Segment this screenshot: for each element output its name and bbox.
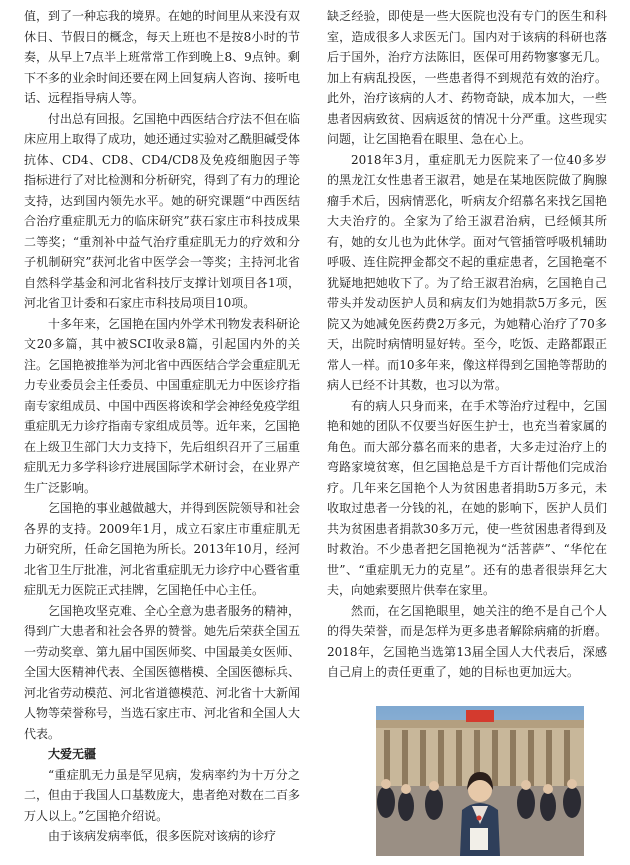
paragraph-lack-experience: 缺乏经验，即使是一些大医院也没有专门的医生和科室，造成很多人求医无门。国内对于该病的科研也落后于国外，治疗方法陈旧，医保可用药物寥寥无几。加上有病乱投医，一些患者得不到规范有效的治疗。此外，治疗该病的人才、药物奇缺，成本加大，一些患者因病致贫、因病返贫的情况十分严重。这些现实问题，让乞国艳看在眼里、急在心上。	[327, 9, 607, 146]
left-column	[24, 6, 300, 847]
portrait-photo	[376, 706, 584, 856]
right-column	[327, 6, 607, 683]
paragraph-institute: 乞国艳的事业越做越大，并得到医院领导和社会各界的支持。2009年1月，成立石家庄市重症肌无力研究所，任命乞国艳为所长。2013年10月，经河北省卫生厅批准，河北省重症肌无力诊疗中心暨省重症肌无力医院正式挂牌，乞国艳任中心主任。	[24, 501, 301, 597]
paragraph-patient-care: 有的病人只身而来，在手术等治疗过程中，乞国艳和她的团队不仅要当好医生护士，也充当着家属的角色。而大部分慕名而来的患者，大多走过治疗上的弯路家境贫寒，但乞国艳总是千方百计帮他们完成治疗。几年来乞国艳个人为贫困患者捐助5万多元，未收取过患者一分钱的礼，在她的影响下，医护人员们共为贫困患者捐款30多万元，使一些贫困患者得到及时救治。不少患者把乞国艳视为“活菩萨”、“华佗在世”、“重症肌无力的克星”。还有的患者很崇拜乞大夫，向她索要照片供奉在家里。	[327, 398, 607, 597]
paragraph-quote: “重症肌无力虽是罕见病，发病率约为十万分之二，但由于我国人口基数庞大，患者绝对数在二百多万人以上。”乞国艳介绍说。	[24, 767, 301, 823]
paragraph-honors: 乞国艳攻坚克难、全心全意为患者服务的精神，得到广大患者和社会各界的赞誉。她先后荣获全国五一劳动奖章、第九届中国医师奖、中国最美女医师、全国大医精神代表、全国医德楷模、全国医德标兵、河北省劳动模范、河北省道德模范、河北省十大新闻人物等荣誉称号，当选石家庄市、河北省和全国人大代表。	[24, 603, 301, 741]
great-hall-photo-image	[376, 706, 584, 856]
paragraph-patient-story: 2018年3月，重症肌无力医院来了一位40多岁的黑龙江女性患者王淑君，她是在某地医院做了胸腺瘤手术后，因病情恶化，听病友介绍慕名来找乞国艳大夫治疗的。全家为了给王淑君治病，已经倾其所有，她的女儿也为此休学。面对气管插管呼吸机辅助呼吸、连住院押金都交不起的重症患者，乞国艳毫不犹疑地把她收下了。为了给王淑君治病，乞国艳自己带头并发动医护人员和病友们为她捐款5万多元，医院又为她减免医药费2万多元，为她精心治疗了70多天，出院时病情明显好转。至今，吃饭、走路都跟正常人一样。而10多年来，像这样得到乞国艳等帮助的病人已经不计其数，也习以为常。	[327, 152, 607, 392]
paragraph-work-ethic: 值，到了一种忘我的境界。在她的时间里从来没有双休日、节假日的概念，每天上班也不是按8小时的节奏，从早上7点半上班常常工作到晚上8、9点钟。剩下不多的业余时间还要在网上回复病人咨询、接听电话、远程指导病人等。	[24, 9, 301, 105]
paragraph-research-results: 付出总有回报。乞国艳中西医结合疗法不但在临床应用上取得了成功，她还通过实验对乙酰胆碱受体抗体、CD4、CD8、CD4/CD8及免疫细胞因子等指标进行了对比检测和分析研究，得到了有力的理论支持，达到国内领先水平。她的研究课题“中西医结合治疗重症肌无力的临床研究”获石家庄市科技成果二等奖；“重剂补中益气治疗重症肌无力的疗效和分子机制研究”获河北省中医学会一等奖；主持河北省自然科学基金和河北省科技厅支撑计划项目各1项，河北省卫计委和石家庄市科技局项目10项。	[24, 111, 301, 310]
paragraph-publications: 十多年来，乞国艳在国内外学术刊物发表科研论文20多篇，其中被SCI收录8篇，引起国内外的关注。乞国艳被推举为河北省中西医结合学会重症肌无力专业委员会主任委员、中国重症肌无力中医诊疗指南专家组成员、中国中西医将诶和学会神经免疫学组重症肌无力诊疗指南专家组成员等。近年来，乞国艳在上级卫生部门大力支持下，先后组织召开了三届重症肌无力多学科诊疗进展国际学术研讨会，在业界产生广泛影响。	[24, 316, 301, 495]
paragraph-responsibility: 然而，在乞国艳眼里，她关注的绝不是自己个人的得失荣誉，而是怎样为更多患者解除病痛的折磨。2018年，乞国艳当选第13届全国人大代表后，深感自己肩上的责任更重了，她的目标也更加远大。	[327, 603, 607, 679]
paragraph-low-incidence: 由于该病发病率低，很多医院对该病的诊疗	[48, 829, 277, 843]
section-heading: 大爱无疆	[48, 747, 97, 761]
